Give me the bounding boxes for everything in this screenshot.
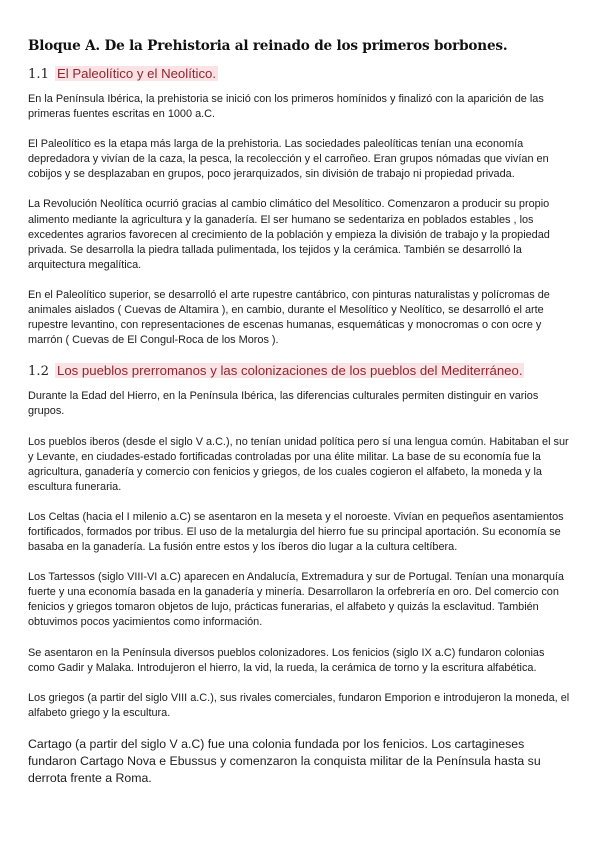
section-number: 1.2	[28, 364, 49, 380]
section-heading-1-1	[28, 66, 572, 82]
section-number: 1.1	[28, 67, 49, 82]
paragraph: El Paleolítico es la etapa más larga de la prehistoria. Las sociedades paleolíticas tenían una economía depredadora y vivían de la caza, la pesca, la recolección y el carroñeo. Eran grupos nómadas que vivían en cobijos y se desplazaban en grupos, poco jerarquizados, sin división de trabajo ni propiedad privada.	[28, 138, 549, 181]
paragraph: Los griegos (a partir del siglo VIII a.C.), sus rivales comerciales, fundaron Emporion e introdujeron la moneda, el alfabeto griego y la escultura.	[28, 691, 570, 719]
paragraph: En la Península Ibérica, la prehistoria se inició con los primeros homínidos y finalizó con la aparición de las primeras fuentes escritas en 1000 a.C.	[28, 93, 544, 121]
paragraph: Los Tartessos (siglo VIII-VI a.C) aparecen en Andalucía, Extremadura y sur de Portugal. Tenían una monarquía fuerte y una economía basada en la ganadería y minería. Desarrollaron la orfebrería en oro. Del comercio con fenicios y griegos tomaron objetos de lujo, prácticas funerarias, el alfabeto y quizás la esclavitud. También obtuvimos pocos yacimientos como información.	[28, 571, 564, 629]
paragraph: Durante la Edad del Hierro, en la Península Ibérica, las diferencias culturales permiten distinguir en varios grupos.	[28, 390, 539, 418]
page-title: Bloque A. De la Prehistoria al reinado de los primeros borbones.	[28, 38, 508, 54]
paragraph: Cartago (a partir del siglo V a.C) fue una colonia fundada por los fenicios. Los cartagineses fundaron Cartago Nova e Ebussus y comenzaron la conquista militar de la Península hasta su derrota frente a Roma.	[28, 736, 541, 785]
section-heading-1-2	[28, 363, 572, 379]
section-title: El Paleolítico y el Neolítico.	[56, 66, 217, 81]
paragraph: En el Paleolítico superior, se desarrolló el arte rupestre cantábrico, con pinturas naturalistas y polícromas de animales aislados ( Cuevas de Altamira ), en cambio, durante el Mesolítico y Neolítico, se desarrolló el arte rupestre levantino, con representaciones de escenas humanas, esquemáticas y monocromas o con ocre y marrón ( Cuevas de El Congul-Roca de los Moros ).	[28, 288, 550, 347]
paragraph: La Revolución Neolítica ocurrió gracias al cambio climático del Mesolítico. Comenzaron a producir su propio alimento mediante la agricultura y la ganadería. El ser humano se sedentariza en poblados estables , los excedentes agrarios favorecen al crecimiento de la población y empieza la división de trabajo y la propiedad privada. Se desarrolla la piedra tallada pulimentada, los tejidos y la cerámica. También se desarrolló la arquitectura megalítica.	[28, 198, 550, 271]
section-title: Los pueblos prerromanos y las colonizaciones de los pueblos del Mediterráneo.	[56, 363, 523, 379]
paragraph: Los Celtas (hacia el I milenio a.C) se asentaron en la meseta y el noroeste. Vivían en pequeños asentamientos fortificados, formados por tribus. El uso de la metalurgia del hierro fue su principal aportación. Su economía se basaba en la ganadería. La fusión entre estos y los íberos dio lugar a la cultura celtíbera.	[28, 510, 564, 554]
paragraph: Se asentaron en la Península diversos pueblos colonizadores. Los fenicios (siglo IX a.C) fundaron colonias como Gadir y Malaka. Introdujeron el hierro, la vid, la rueda, la cerámica de torno y la escritura alfabética.	[28, 646, 545, 674]
paragraph: Los pueblos iberos (desde el siglo V a.C.), no tenían unidad política pero sí una lengua común. Habitaban el sur y Levante, en ciudades-estado fortificadas controladas por una élite militar. La base de su economía fue la agricultura, ganadería y comercio con fenicios y griegos, de los cuales cogieron el alfabeto, la moneda y la escultura funeraria.	[28, 435, 569, 493]
